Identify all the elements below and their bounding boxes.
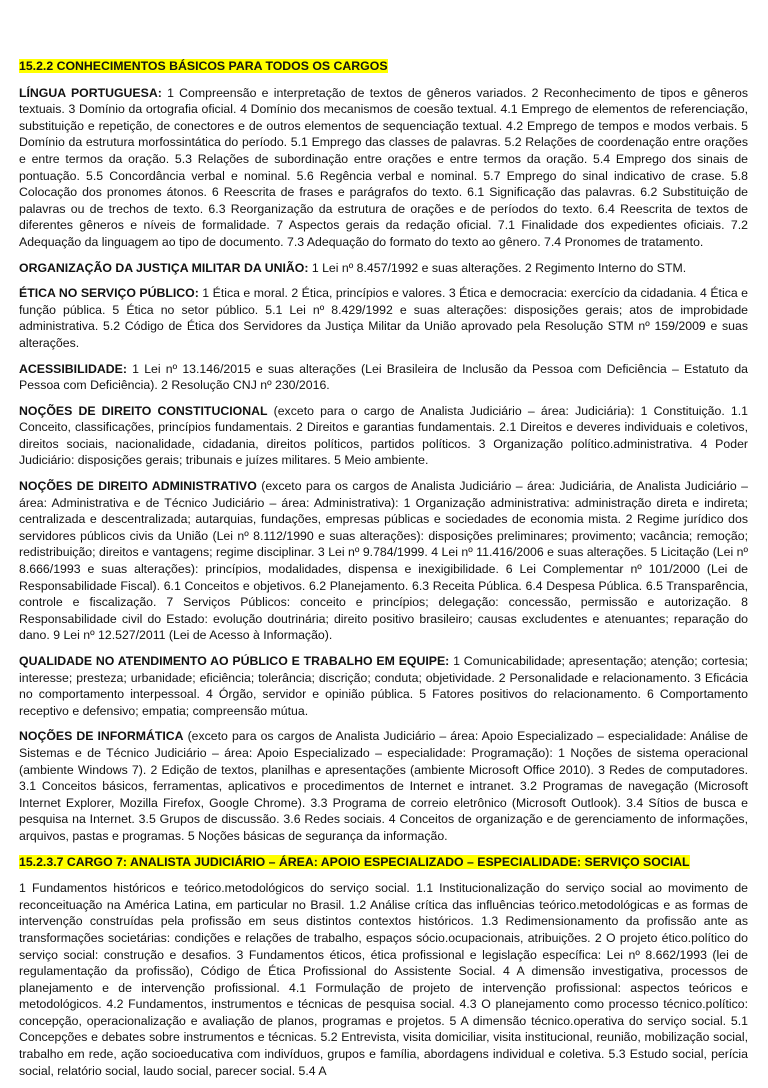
section-heading-wrap [19,854,748,871]
section-heading-basic-knowledge: 15.2.2 CONHECIMENTOS BÁSICOS PARA TODOS OS CARGOS [19,59,388,73]
section-heading-wrap [19,58,748,75]
paragraph-qualidade-atendimento [19,653,748,719]
document-content [19,58,748,1088]
paragraph-lead: QUALIDADE NO ATENDIMENTO AO PÚBLICO E TRABALHO EM EQUIPE: [19,654,450,668]
paragraph-text: 1 Lei nº 8.457/1992 e suas alterações. 2 Regimento Interno do STM. [308,260,687,275]
paragraph-text: (exceto para os cargos de Analista Judiciário – área: Apoio Especializado – especialidade: Análise de Sistemas e de Técnico Judiciário – área: Apoio Especializado – especialidade: Programação): 1 Noções de sistema operacional (ambiente Windows 7). 2 Edição de textos, planilhas e apresentações (ambiente Microsoft Office 2010). 3 Redes de computadores. 3.1 Conceitos básicos, ferramentas, aplicativos e procedimentos de Internet e intranet. 3.2 Programas de navegação (Microsoft Internet Explorer, Mozilla Firefox, Google Chrome). 3.3 Programa de correio eletrônico (Microsoft Outlook). 3.4 Sítios de busca e pesquisa na Internet. 3.5 Grupos de discussão. 3.6 Redes sociais. 4 Conceitos de organização e de gerenciamento de informações, arquivos, pastas e programas. 5 Noções básicas de segurança da informação. [19,729,748,843]
paragraph-direito-constitucional [19,403,748,469]
paragraph-lingua-portuguesa [19,85,748,251]
paragraph-text: 1 Comunicabilidade; apresentação; atenção; cortesia; interesse; presteza; urbanidade; eficiência; tolerância; discrição; conduta; objetividade. 2 Personalidade e relacionamento. 3 Eficácia no comportamento interpessoal. 4 Órgão, servidor e opinião pública. 5 Fatores positivos do relacionamento. 6 Comportamento receptivo e defensivo; empatia; compreensão mútua. [19,654,748,718]
paragraph-organizacao-jmu [19,260,748,277]
section-heading-cargo-7: 15.2.3.7 CARGO 7: ANALISTA JUDICIÁRIO – ÁREA: APOIO ESPECIALIZADO – ESPECIALIDADE: SERVIÇO SOCIAL [19,854,690,869]
paragraph-lead: LÍNGUA PORTUGUESA: [19,85,162,100]
paragraph-servico-social: 1 Fundamentos históricos e teórico.metodológicos do serviço social. 1.1 Institucionalização do serviço social ao movimento de reconceituação na América Latina, em particular no Brasil. 1.2 Análise crítica das influências teórico.metodológicas e as formas de intervenção construídas pela profissão em seus distintos contextos históricos. 1.3 Redimensionamento da profissão ante as transformações societárias: condições e relações de trabalho, espaços sócio.ocupacionais, atribuições. 2 O projeto ético.político do serviço social: construção e desafios. 3 Fundamentos éticos, ética profissional e legislação específica: Lei nº 8.662/1993 (lei de regulamentação da profissão), Código de Ética Profissional do Assistente Social. 4 A dimensão investigativa, processos de planejamento e de intervenção profissional. 4.1 Formulação de projeto de intervenção profissional: aspectos teóricos e metodológicos. 4.2 Fundamentos, instrumentos e técnicas de pesquisa social. 4.3 O planejamento como processo técnico.político: concepção, operacionalização e avaliação de planos, programas e projetos. 5 A dimensão técnico.operativa do serviço social. 5.1 Concepções e debates sobre instrumentos e técnicas. 5.2 Entrevista, visita domiciliar, visita institucional, reunião, mobilização social, trabalho em rede, ação socioeducativa com indivíduos, grupos e família, abordagens individual e coletiva. 5.3 Estudo social, perícia social, relatório social, laudo social, parecer social. 5.4 A [19,881,748,1078]
paragraph-lead: ÉTICA NO SERVIÇO PÚBLICO: [19,286,199,301]
paragraph-lead: ACESSIBILIDADE: [19,361,127,376]
paragraph-text: 1 Ética e moral. 2 Ética, princípios e valores. 3 Ética e democracia: exercício da cidadania. 4 Ética e função pública. 5 Ética no setor público. 5.1 Lei nº 8.429/1992 e suas alterações: disposições gerais; atos de improbidade administrativa. 5.2 Código de Ética dos Servidores da Justiça Militar da União aprovado pela Resolução STM nº 159/2009 e suas alterações. [19,286,748,350]
paragraph-informatica [19,728,748,844]
paragraph-text: (exceto para o cargo de Analista Judiciário – área: Judiciária): 1 Constituição. 1.1 Conceito, classificações, princípios fundamentais. 2 Direitos e garantias fundamentais. 2.1 Direitos e deveres individuais e coletivos, direitos sociais, nacionalidade, cidadania, direitos políticos, partidos políticos. 3 Organização político.administrativa. 4 Poder Judiciário: disposições gerais; tribunais e juízes militares. 5 Meio ambiente. [19,403,748,468]
paragraph-lead: ORGANIZAÇÃO DA JUSTIÇA MILITAR DA UNIÃO: [19,260,309,275]
paragraph-lead: NOÇÕES DE INFORMÁTICA [19,729,184,744]
paragraph-acessibilidade [19,361,748,394]
paragraph-lead: NOÇÕES DE DIREITO CONSTITUCIONAL [19,403,268,418]
paragraph-text: 1 Compreensão e interpretação de textos de gêneros variados. 2 Reconhecimento de tipos e gêneros textuais. 3 Domínio da ortografia oficial. 4 Domínio dos mecanismos de coesão textual. 4.1 Emprego de elementos de referenciação, substituição e repetição, de conectores e de outros elementos de sequenciação textual. 4.2 Emprego de tempos e modos verbais. 5 Domínio da estrutura morfossintática do período. 5.1 Emprego das classes de palavras. 5.2 Relações de coordenação entre orações e entre termos da oração. 5.3 Relações de subordinação entre orações e entre termos da oração. 5.4 Emprego dos sinais de pontuação. 5.5 Concordância verbal e nominal. 5.6 Regência verbal e nominal. 5.7 Emprego do sinal indicativo de crase. 5.8 Colocação dos pronomes átonos. 6 Reescrita de frases e parágrafos do texto. 6.1 Significação das palavras. 6.2 Substituição de palavras ou de trechos de texto. 6.3 Reorganização da estrutura de orações e de períodos do texto. 6.4 Reescrita de textos de diferentes gêneros e níveis de formalidade. 7 Aspectos gerais da redação oficial. 7.1 Finalidade dos expedientes oficiais. 7.2 Adequação da linguagem ao tipo de documento. 7.3 Adequação do formato do texto ao gênero. 7.4 Pronomes de tratamento. [19,85,748,249]
paragraph-text: 1 Lei nº 13.146/2015 e suas alterações (Lei Brasileira de Inclusão da Pessoa com Deficiência – Estatuto da Pessoa com Deficiência). 2 Resolução CNJ nº 230/2016. [19,361,748,393]
paragraph-text: (exceto para os cargos de Analista Judiciário – área: Judiciária, de Analista Judiciário – área: Administrativa e de Técnico Judiciário – área: Administrativa): 1 Organização administrativa: administração direta e indireta; centralizada e descentralizada; autarquias, fundações, empresas públicas e sociedades de economia mista. 2 Regime jurídico dos servidores públicos civis da União (Lei nº 8.112/1990 e suas alterações): disposições preliminares; provimento; vacância; remoção; redistribuição; direitos e vantagens; regime disciplinar. 3 Lei nº 9.784/1999. 4 Lei nº 11.416/2006 e suas alterações. 5 Licitação (Lei nº 8.666/1993 e suas alterações): princípios, modalidades, dispensa e inexigibilidade. 6 Lei Complementar nº 101/2000 (Lei de Responsabilidade Fiscal). 6.1 Conceitos e objetivos. 6.2 Planejamento. 6.3 Receita Pública. 6.4 Despesa Pública. 6.5 Transparência, controle e fiscalização. 7 Serviços Públicos: conceito e princípios; delegação: concessão, permissão e autorização. 8 Responsabilidade civil do Estado: evolução doutrinária; direito positivo brasileiro; causas excludentes e atenuantes; reparação do dano. 9 Lei nº 12.527/2011 (Lei de Acesso à Informação). [19,479,748,643]
paragraph-lead: NOÇÕES DE DIREITO ADMINISTRATIVO [19,479,257,494]
paragraph-etica [19,285,748,351]
paragraph-direito-administrativo [19,478,748,644]
